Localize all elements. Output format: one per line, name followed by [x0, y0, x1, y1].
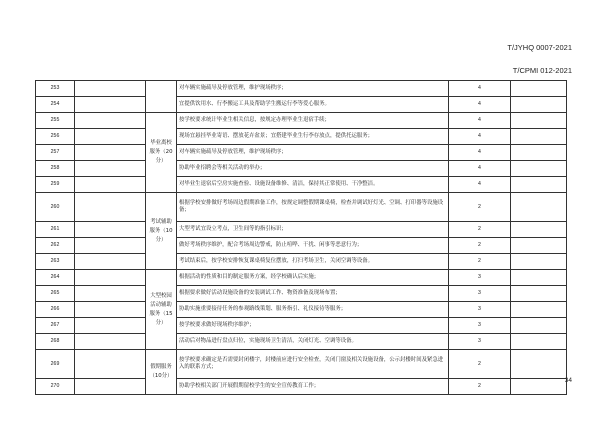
row-score: 2 — [449, 238, 511, 254]
remark-cell — [511, 177, 567, 193]
table-row — [36, 254, 567, 270]
standard-code-2: T/CPMI 012-2021 — [512, 66, 572, 75]
row-description: 根据要求做好活动设施设备的安装调试工作、物资准备及现场布置； — [177, 286, 449, 302]
section-cell — [75, 238, 146, 254]
table-row — [36, 129, 567, 145]
table-row — [36, 161, 567, 177]
section-cell — [75, 286, 146, 302]
section-cell — [75, 129, 146, 145]
row-score: 2 — [449, 379, 511, 395]
remark-cell — [511, 334, 567, 350]
row-number: 261 — [36, 222, 75, 238]
remark-cell — [511, 350, 567, 379]
row-score: 2 — [449, 222, 511, 238]
row-description: 做好考场秩序维护，配合考场周边警戒，防止喧哗、干扰、闲事等恶意行为； — [177, 238, 449, 254]
section-cell — [75, 222, 146, 238]
remark-cell — [511, 145, 567, 161]
section-cell — [75, 302, 146, 318]
row-description: 按学校要求统计毕业生相关信息，按规定办理毕业生退宿手续； — [177, 113, 449, 129]
section-cell — [75, 379, 146, 395]
section-cell — [75, 113, 146, 129]
section-cell — [75, 350, 146, 379]
table-row — [36, 318, 567, 334]
remark-cell — [511, 318, 567, 334]
row-score: 3 — [449, 318, 511, 334]
remark-cell — [511, 222, 567, 238]
section-cell — [75, 254, 146, 270]
row-number: 260 — [36, 193, 75, 222]
row-score: 2 — [449, 254, 511, 270]
row-description: 对车辆实施疏导及停放管理，维护现场秩序； — [177, 145, 449, 161]
category-graduation: 毕业离校服务（20分） — [146, 113, 177, 193]
row-number: 255 — [36, 113, 75, 129]
table-row — [36, 302, 567, 318]
row-number: 259 — [36, 177, 75, 193]
row-number: 269 — [36, 350, 75, 379]
category-holiday: 假期服务（10分） — [146, 350, 177, 395]
row-number: 265 — [36, 286, 75, 302]
row-score: 2 — [449, 350, 511, 379]
row-description: 协助毕业招聘会等相关活动的举办； — [177, 161, 449, 177]
table-row — [36, 177, 567, 193]
row-description: 对车辆实施疏导及停放管理，维护现场秩序； — [177, 81, 449, 97]
row-number: 266 — [36, 302, 75, 318]
remark-cell — [511, 379, 567, 395]
service-standard-table — [35, 80, 567, 395]
section-cell — [75, 318, 146, 334]
section-cell — [75, 145, 146, 161]
row-number: 267 — [36, 318, 75, 334]
row-description: 根据学校安排做好考场周边假期准备工作，按规定调整假期课桌椅，检查并调试好灯光、空调、打印器等设施设备； — [177, 193, 449, 222]
row-number: 264 — [36, 270, 75, 286]
remark-cell — [511, 97, 567, 113]
table-row — [36, 113, 567, 129]
row-score: 3 — [449, 334, 511, 350]
row-description: 协助实施重要接待任务的参观路线策划、服务指引、礼仪接待等服务； — [177, 302, 449, 318]
section-cell — [75, 334, 146, 350]
row-score: 4 — [449, 81, 511, 97]
row-score: 4 — [449, 97, 511, 113]
remark-cell — [511, 270, 567, 286]
remark-cell — [511, 254, 567, 270]
row-description: 大型考试宜设立考点，卫生间等的指引标识； — [177, 222, 449, 238]
table-row — [36, 286, 567, 302]
row-description: 宜提供饮用水、行李搬运工具及帮助学生搬运行李等爱心服务。 — [177, 97, 449, 113]
row-description: 活动后对物品进行盘点归位，实施现场卫生清洁，关闭灯光、空调等设备。 — [177, 334, 449, 350]
standard-code-1: T/JYHQ 0007-2021 — [507, 43, 572, 52]
row-score: 4 — [449, 113, 511, 129]
table-row — [36, 145, 567, 161]
row-number: 258 — [36, 161, 75, 177]
row-score: 4 — [449, 129, 511, 145]
row-score: 3 — [449, 302, 511, 318]
row-number: 253 — [36, 81, 75, 97]
row-number: 254 — [36, 97, 75, 113]
table-row — [36, 350, 567, 379]
row-description: 协助学校相关部门开展假期留校学生的安全宣传教育工作； — [177, 379, 449, 395]
remark-cell — [511, 161, 567, 177]
row-score: 4 — [449, 145, 511, 161]
row-number: 257 — [36, 145, 75, 161]
row-score: 4 — [449, 161, 511, 177]
section-cell — [75, 161, 146, 177]
section-cell — [75, 81, 146, 97]
table-row — [36, 270, 567, 286]
row-score: 3 — [449, 286, 511, 302]
remark-cell — [511, 302, 567, 318]
section-cell — [75, 270, 146, 286]
table-row — [36, 334, 567, 350]
table-row — [36, 379, 567, 395]
row-score: 4 — [449, 177, 511, 193]
row-number: 262 — [36, 238, 75, 254]
remark-cell — [511, 81, 567, 97]
row-description: 按学校要求做好现场秩序维护； — [177, 318, 449, 334]
row-number: 263 — [36, 254, 75, 270]
section-cell — [75, 193, 146, 222]
page-number: 34 — [564, 377, 572, 384]
table-row — [36, 97, 567, 113]
row-score: 2 — [449, 193, 511, 222]
row-number: 256 — [36, 129, 75, 145]
row-description: 现场宜悬挂毕业寄语、摆放花卉盆景；宜搭建毕业生行李存放点，提供托运服务； — [177, 129, 449, 145]
remark-cell — [511, 238, 567, 254]
category-cell-prev — [146, 81, 177, 113]
row-description: 根据活动的性质和目的制定服务方案，经学校确认后实施； — [177, 270, 449, 286]
row-description: 考试结束后，按学校安排恢复课桌椅复位摆放，打扫考场卫生，关闭空调等设备。 — [177, 254, 449, 270]
row-description: 按学校要求确定是否需要封闭楼宇，封楼前应进行安全检查，关闭门窗及相关设施设备，公示封楼时间及紧急进入的联系方式； — [177, 350, 449, 379]
row-score: 3 — [449, 270, 511, 286]
row-number: 268 — [36, 334, 75, 350]
remark-cell — [511, 286, 567, 302]
category-exam: 考试辅助服务（10分） — [146, 193, 177, 270]
table-row — [36, 238, 567, 254]
section-cell — [75, 97, 146, 113]
table-row — [36, 81, 567, 97]
table-row — [36, 193, 567, 222]
row-description: 对毕业生退宿后空房实施查验、设施设备维修、清洁，保持其正常使用、干净整洁。 — [177, 177, 449, 193]
category-campus-event: 大型校园活动辅助服务（15分） — [146, 270, 177, 350]
remark-cell — [511, 129, 567, 145]
table-row — [36, 222, 567, 238]
section-cell — [75, 177, 146, 193]
row-number: 270 — [36, 379, 75, 395]
remark-cell — [511, 193, 567, 222]
remark-cell — [511, 113, 567, 129]
